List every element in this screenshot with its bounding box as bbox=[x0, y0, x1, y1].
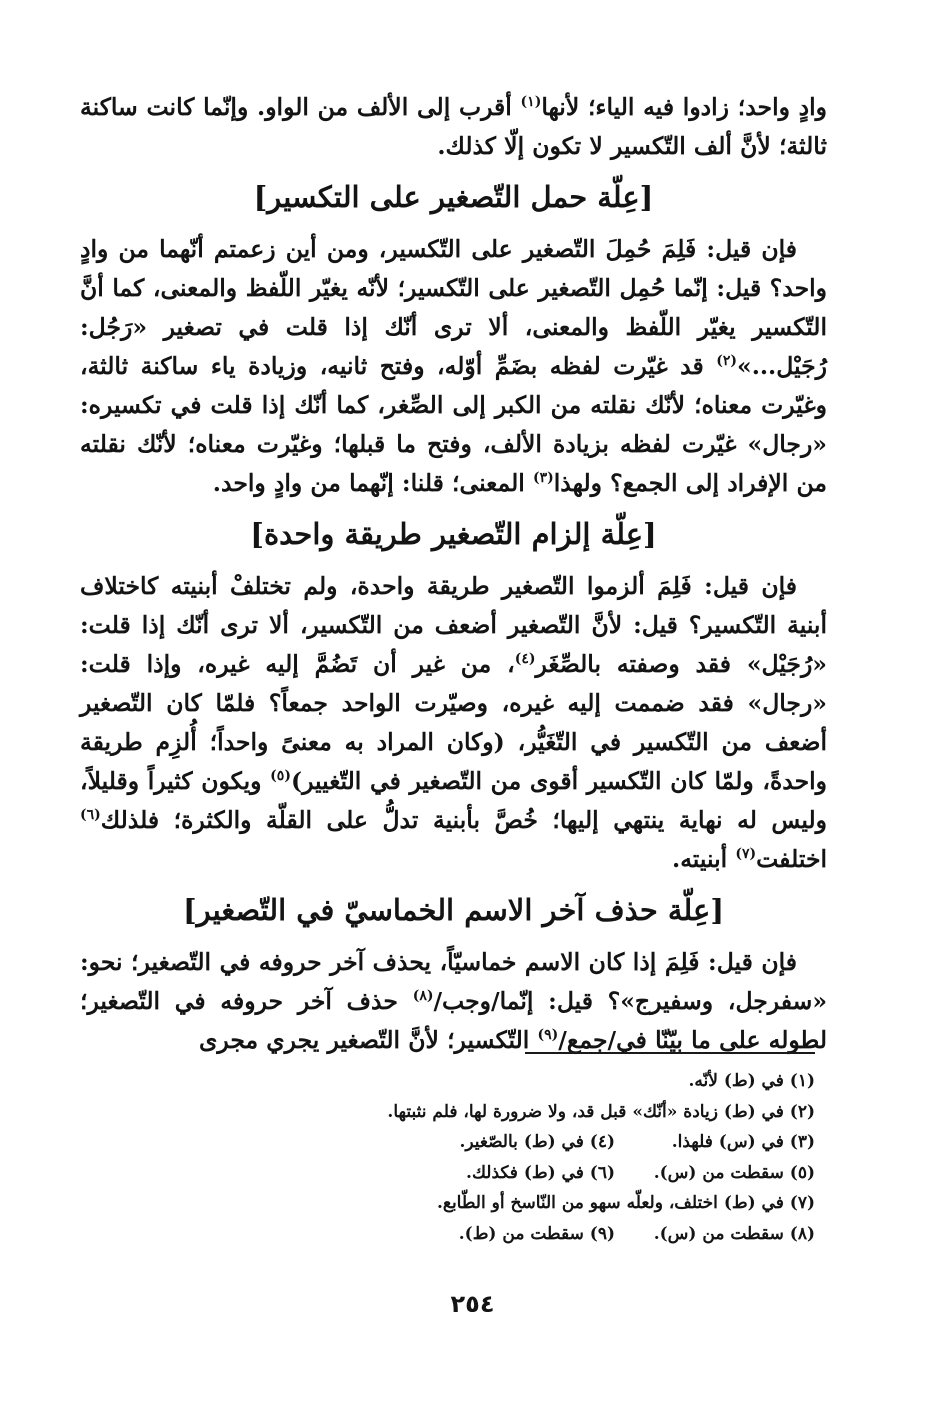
footnote-row bbox=[80, 1188, 815, 1219]
section-heading-1: [عِلّة حمل التّصغير على التكسير] bbox=[253, 180, 654, 214]
footnote-marker: (٧) bbox=[735, 846, 757, 863]
footnote-7: (٧) في (ط) اختلف، ولعلّه سهو من النّاسخ أو الطّابع. bbox=[436, 1193, 815, 1213]
footnote-marker: (٩) bbox=[537, 1027, 559, 1044]
text-run: ويكون كثيراً وقليلاً، وليس له نهاية ينتهي إليها؛ خُصَّ بأبنية تدلُّ على القلّة والكثرة؛ فلذلك bbox=[80, 767, 827, 834]
footnotes bbox=[80, 1052, 815, 1249]
footnote-marker: (٢) bbox=[716, 353, 737, 370]
footnote-9: (٩) سقطت من (ط). bbox=[458, 1223, 615, 1244]
footnote-marker: (٦) bbox=[80, 807, 101, 824]
footnote-2: (٢) في (ط) زيادة «أنّك» قبل قد، ولا ضرورة لها، فلم نثبتها. bbox=[387, 1101, 815, 1122]
footnote-marker: (٤) bbox=[514, 651, 536, 668]
page-number: ٢٥٤ bbox=[450, 1290, 495, 1318]
footnote-row bbox=[80, 1219, 815, 1250]
footnote-8: (٨) سقطت من (س). bbox=[653, 1223, 815, 1244]
text-run: فإن قيل: فَلِمَ حُمِلَ التّصغير على التّكسير، ومن أين زعمتم أنّهما من وادٍ واحد؟ قيل: إنّما حُمِل التّصغير على التّكسير؛ لأنّه يغيّر اللّفظ والمعنى، كما أنَّ التّكسير يغيّر اللّفظ والمعنى، ألا ترى أنّك إذا قلت في تصغير «رَجُل: رُجَيْل...» bbox=[80, 235, 827, 380]
paragraph-continuation bbox=[80, 88, 827, 166]
text-run: التّكسير؛ لأنَّ التّصغير يجري مجرى bbox=[198, 1026, 538, 1054]
footnote-marker: (٨) bbox=[412, 988, 434, 1005]
text-run: حذف آخر حروفه في التّصغير؛ لطوله على ما بيّنّا في/جمع/ bbox=[80, 987, 827, 1054]
footnote-marker: (١) bbox=[520, 94, 542, 111]
footnote-5: (٥) سقطت من (س). bbox=[653, 1162, 815, 1183]
paragraph-1 bbox=[80, 230, 827, 503]
paragraph-3 bbox=[80, 943, 827, 1060]
spacer bbox=[80, 1052, 815, 1066]
section-heading-2: [عِلّة إلزام التّصغير طريقة واحدة] bbox=[250, 517, 657, 551]
footnote-marker: (٣) bbox=[532, 470, 554, 487]
footnote-4: (٤) في (ط) بالصّغير. bbox=[459, 1132, 615, 1152]
footnote-6: (٦) في (ط) فكذلك. bbox=[466, 1162, 615, 1183]
footnote-row bbox=[80, 1097, 815, 1128]
text-run: وادٍ واحد؛ زادوا فيه الياء؛ لأنها bbox=[541, 93, 828, 121]
text-run: فإن قيل: فَلِمَ إذا كان الاسم خماسيّاً، يحذف آخر حروفه في التّصغير؛ نحو: «سفرجل، وسفيرج»؟ قيل: إنّما/وجب/ bbox=[80, 948, 828, 1015]
text-run: فإن قيل: فَلِمَ ألزموا التّصغير طريقة واحدة، ولم تختلفْ أبنيته كاختلاف أبنية التّكسير؟ قيل: لأنَّ التّصغير أضعف من التّكسير، ألا ترى أنّك إذا قلت: «رُجَيْل» فقد وصفته بالصِّغَر bbox=[80, 572, 827, 678]
footnote-row bbox=[80, 1158, 815, 1189]
text-run: أقرب إلى الألف من الواو. وإنّما كانت ساكنة ثالثة؛ لأنَّ ألف التّكسير لا تكون إلّا كذلك. bbox=[80, 93, 827, 160]
paragraph-2 bbox=[80, 567, 827, 879]
text-run: اختلفت bbox=[756, 845, 827, 873]
footnote-marker: (٥) bbox=[270, 768, 291, 785]
text-run: ، من غير أن تَضُمَّ إليه غيره، وإذا قلت: «رجال» فقد ضممت إليه غيره، وصيّرت الواحد جمعاً؟ فلمّا كان التّصغير أضعف من التّكسير في التّغَيُّر، (وكان المراد به معنىً واحداً؛ أُلزِم طريقة واحدةً، ولمّا كان التّكسير أقوى من التّصغير في التّغيير) bbox=[80, 650, 828, 795]
footnote-row bbox=[80, 1066, 815, 1097]
footnote-3: (٣) في (س) فلهذا. bbox=[671, 1132, 815, 1152]
text-run: أبنيته. bbox=[672, 845, 736, 873]
text-run: المعنى؛ قلنا: إنّهما من وادٍ واحد. bbox=[212, 469, 533, 497]
footnote-1: (١) في (ط) لأنّه. bbox=[688, 1071, 815, 1091]
section-heading-3: [عِلّة حذف آخر الاسم الخماسيّ في التّصغير] bbox=[182, 893, 725, 927]
footnote-row bbox=[80, 1127, 815, 1158]
text-run: قد غيّرت لفظه بضَمِّ أوّله، وفتح ثانيه، وزيادة ياء ساكنة ثالثة، وغيّرت معناه؛ لأنّك نقلته من الكبر إلى الصِّغر، كما أنّك إذا قلت في تكسيره: «رجال» غيّرت لفظه بزيادة الألف، وفتح ما قبلها؛ وغيّرت معناه؛ لأنّك نقلته من الإفراد إلى الجمع؟ ولهذا bbox=[80, 352, 827, 497]
